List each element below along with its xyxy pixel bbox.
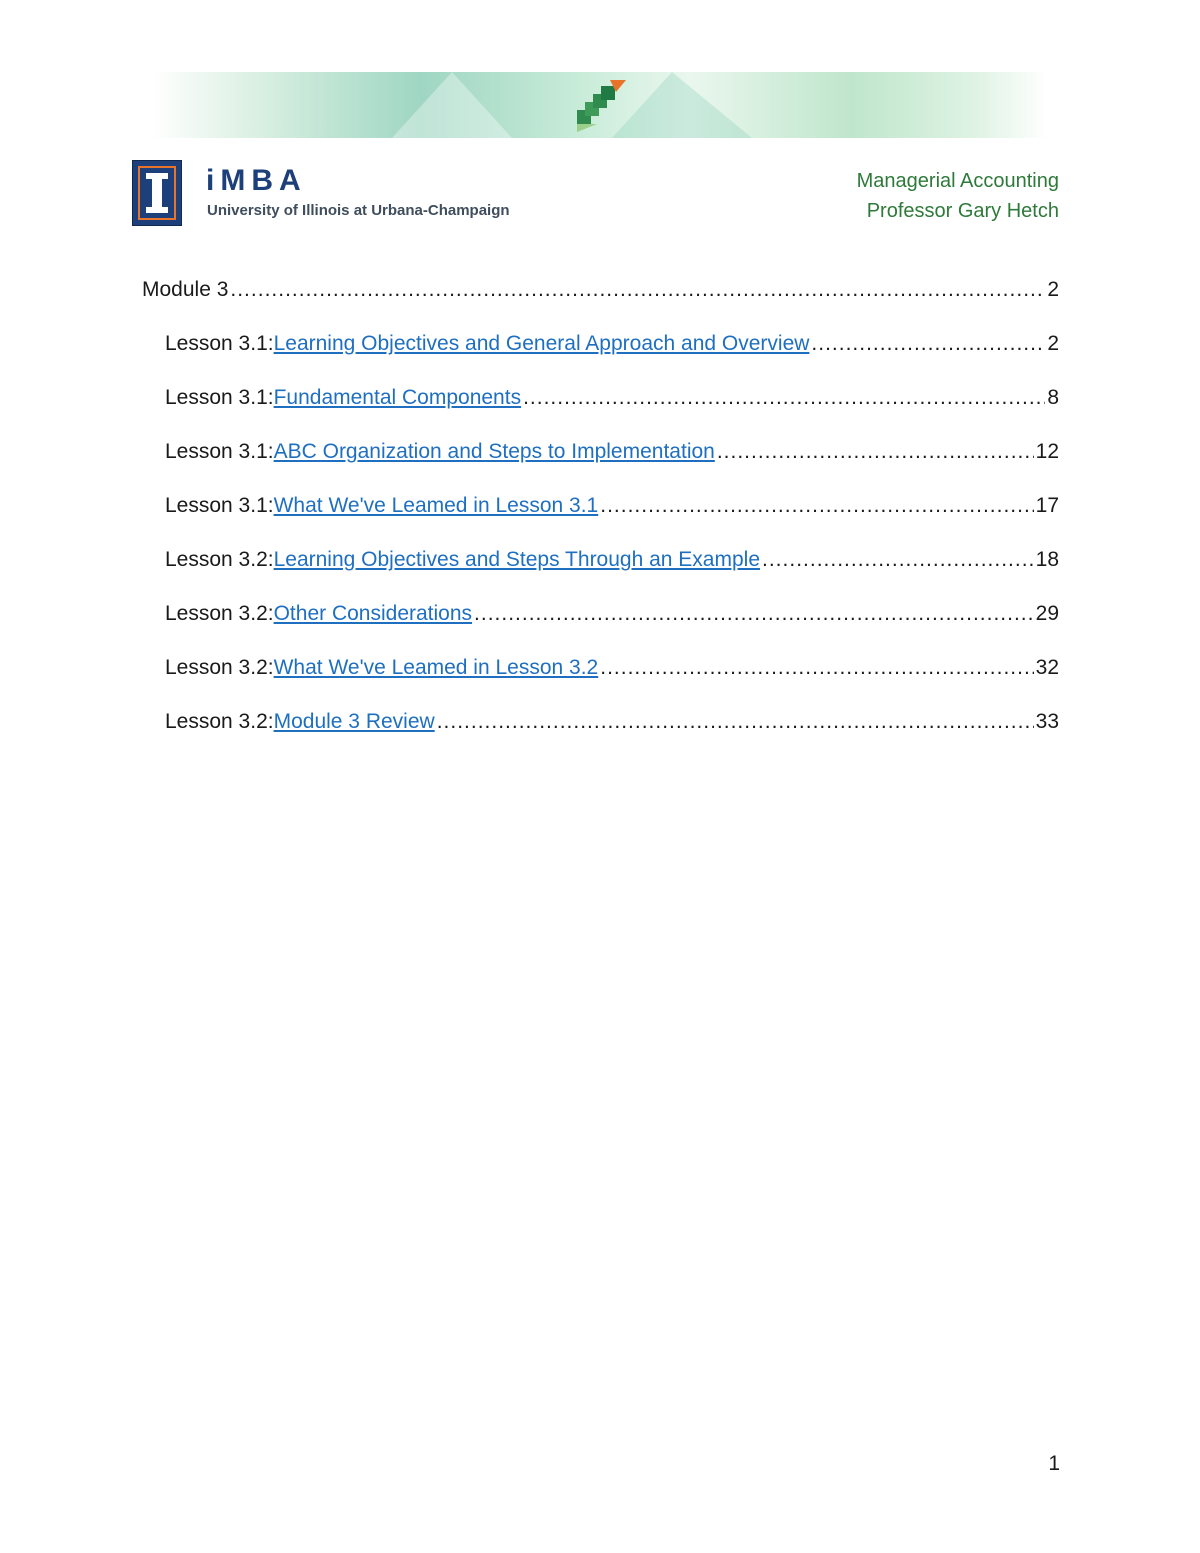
toc-page-number: 17 xyxy=(1035,494,1059,517)
toc-page-number: 33 xyxy=(1035,710,1059,733)
toc-leader xyxy=(811,332,1045,356)
toc-page-number: 2 xyxy=(1047,332,1059,355)
toc-entry-prefix: Lesson 3.2: xyxy=(165,548,274,571)
toc-entry xyxy=(142,602,1059,656)
toc-page-number: 12 xyxy=(1035,440,1059,463)
professor-name: Professor Gary Hetch xyxy=(866,200,1059,222)
toc-page-number: 32 xyxy=(1035,656,1059,679)
toc-entry-link[interactable]: Other Considerations xyxy=(273,602,473,625)
table-of-contents xyxy=(142,278,1059,764)
toc-entry-prefix: Lesson 3.1: xyxy=(165,440,274,463)
toc-entry-link[interactable]: Learning Objectives and Steps Through an Example xyxy=(273,548,761,571)
logo-wordmark: iMBA xyxy=(206,164,307,197)
header-banner xyxy=(152,72,1048,138)
toc-entry xyxy=(142,710,1059,764)
toc-entry-link[interactable]: Fundamental Components xyxy=(273,386,522,409)
toc-entry-prefix: Lesson 3.2: xyxy=(165,710,274,733)
toc-module[interactable] xyxy=(142,278,1059,332)
toc-entry xyxy=(142,548,1059,602)
course-info xyxy=(857,166,1059,226)
toc-module-label: Module 3 xyxy=(142,278,229,301)
toc-entry-prefix: Lesson 3.2: xyxy=(165,656,274,679)
logo-institution: University of Illinois at Urbana-Champaign xyxy=(207,202,510,219)
toc-entry-prefix: Lesson 3.1: xyxy=(165,332,274,355)
toc-leader xyxy=(600,656,1033,680)
toc-leader xyxy=(717,440,1034,464)
toc-entry-link[interactable]: ABC Organization and Steps to Implementation xyxy=(273,440,715,463)
banner-graphic xyxy=(152,72,1048,138)
toc-entry-prefix: Lesson 3.1: xyxy=(165,386,274,409)
toc-leader xyxy=(600,494,1033,518)
toc-leader xyxy=(474,602,1034,626)
toc-leader xyxy=(437,710,1034,734)
toc-entry xyxy=(142,440,1059,494)
toc-entry-link[interactable]: What We've Leamed in Lesson 3.2 xyxy=(273,656,599,679)
imba-logo xyxy=(132,160,532,228)
toc-entry-link[interactable]: What We've Leamed in Lesson 3.1 xyxy=(273,494,599,517)
toc-entry-link[interactable]: Module 3 Review xyxy=(273,710,435,733)
toc-entry xyxy=(142,386,1059,440)
toc-entry xyxy=(142,494,1059,548)
toc-entry xyxy=(142,332,1059,386)
stairs-icon xyxy=(577,80,626,132)
page-number: 1 xyxy=(1048,1452,1060,1475)
toc-page-number: 29 xyxy=(1035,602,1059,625)
toc-entry xyxy=(142,656,1059,710)
illinois-crest-icon xyxy=(132,160,182,226)
toc-entry-prefix: Lesson 3.2: xyxy=(165,602,274,625)
toc-page-number: 8 xyxy=(1047,386,1059,409)
course-title: Managerial Accounting xyxy=(856,170,1059,192)
toc-leader xyxy=(523,386,1045,410)
toc-leader xyxy=(762,548,1034,572)
toc-page-number: 18 xyxy=(1035,548,1059,571)
toc-leader xyxy=(230,278,1045,302)
toc-page-number: 2 xyxy=(1047,278,1059,301)
toc-entry-link[interactable]: Learning Objectives and General Approach and Overview xyxy=(273,332,810,355)
toc-entry-prefix: Lesson 3.1: xyxy=(165,494,274,517)
